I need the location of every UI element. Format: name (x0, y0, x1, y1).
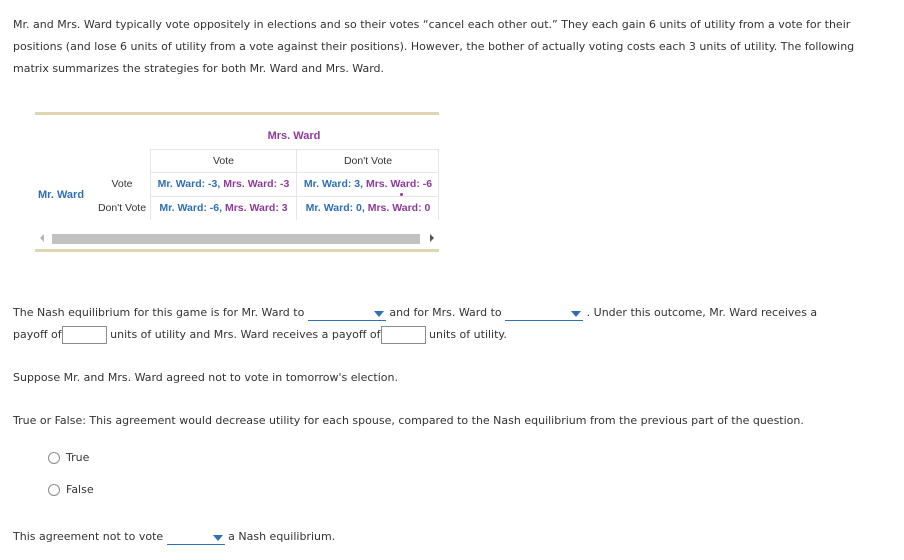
option-label: False (66, 483, 94, 496)
matrix-top-border (35, 112, 439, 115)
col-header-dont-vote: Don't Vote (297, 149, 439, 173)
column-player-label: Mrs. Ward (267, 130, 321, 142)
mr-ward-payoff-input[interactable] (62, 326, 107, 344)
cell-vote-dontvote (297, 172, 439, 196)
option-label: True (66, 451, 90, 464)
col-header-vote: Vote (151, 149, 296, 173)
row-header-vote: Vote (111, 178, 133, 190)
cursor-dot (400, 193, 403, 196)
nash-question-line-1 (13, 302, 817, 324)
scroll-right-arrow-icon[interactable] (430, 234, 434, 242)
grid-line (438, 149, 439, 220)
mrs-ward-payoff-input[interactable] (381, 326, 426, 344)
nash-question-line-2 (13, 324, 507, 346)
chevron-down-icon (571, 311, 581, 317)
grid-line (296, 149, 297, 220)
intro-paragraph: Mr. and Mrs. Ward typically vote oppositely in elections and so their votes “cancel each other out.” They each gain 6 units of utility from a vote for their positions (and lose 6 units of utility from a vote against their positions). However, the bother of actually voting costs each 3 units of utility. The following matrix summarizes the strategies for both Mr. Ward and Mrs. Ward. (13, 18, 855, 75)
chevron-down-icon (213, 535, 223, 541)
payoff-matrix (35, 112, 439, 253)
question-text: payoff of (13, 328, 62, 341)
scroll-left-arrow-icon[interactable] (40, 234, 44, 242)
cell-dontvote-vote (151, 196, 296, 220)
radio-button[interactable] (48, 452, 60, 464)
option-false[interactable] (48, 483, 94, 496)
true-false-question: True or False: This agreement would decrease utility for each spouse, compared to the Nash equilibrium from the previous part of the question. (13, 414, 804, 427)
grid-line (150, 149, 151, 220)
scrollbar-thumb[interactable] (52, 234, 420, 244)
question-text: This agreement not to vote (13, 530, 164, 543)
cell-vote-vote (151, 172, 296, 196)
cell-mrs-payoff: Mrs. Ward: -6 (365, 178, 433, 190)
radio-button[interactable] (48, 484, 60, 496)
mrs-ward-strategy-dropdown[interactable] (505, 306, 583, 321)
suppose-text: Suppose Mr. and Mrs. Ward agreed not to vote in tomorrow's election. (13, 371, 398, 384)
cell-mrs-payoff: Mrs. Ward: 0 (367, 202, 431, 214)
mr-ward-strategy-dropdown[interactable] (308, 306, 386, 321)
horizontal-scrollbar[interactable] (35, 231, 439, 247)
question-text: and for Mrs. Ward to (389, 306, 502, 319)
cell-mrs-payoff: Mrs. Ward: 3 (224, 202, 288, 214)
question-text: units of utility. (429, 328, 507, 341)
option-true[interactable] (48, 451, 89, 464)
matrix-bottom-border (35, 249, 439, 252)
row-header-dont-vote: Don't Vote (97, 202, 147, 214)
is-nash-dropdown[interactable] (167, 530, 225, 545)
cell-mr-payoff: Mr. Ward: 0, (305, 202, 365, 214)
cell-mr-payoff: Mr. Ward: 3, (303, 178, 364, 190)
question-text: . Under this outcome, Mr. Ward receives a (586, 306, 818, 319)
question-text: The Nash equilibrium for this game is for Mr. Ward to (13, 306, 305, 319)
nash-agreement-question (13, 526, 335, 548)
question-text: units of utility and Mrs. Ward receives a payoff of (110, 328, 381, 341)
question-text: a Nash equilibrium. (228, 530, 336, 543)
row-player-label: Mr. Ward (38, 189, 85, 201)
cell-mr-payoff: Mr. Ward: -3, (157, 178, 221, 190)
cell-mr-payoff: Mr. Ward: -6, (159, 202, 223, 214)
chevron-down-icon (374, 311, 384, 317)
cell-dontvote-dontvote (297, 196, 439, 220)
cell-mrs-payoff: Mrs. Ward: -3 (223, 178, 290, 190)
